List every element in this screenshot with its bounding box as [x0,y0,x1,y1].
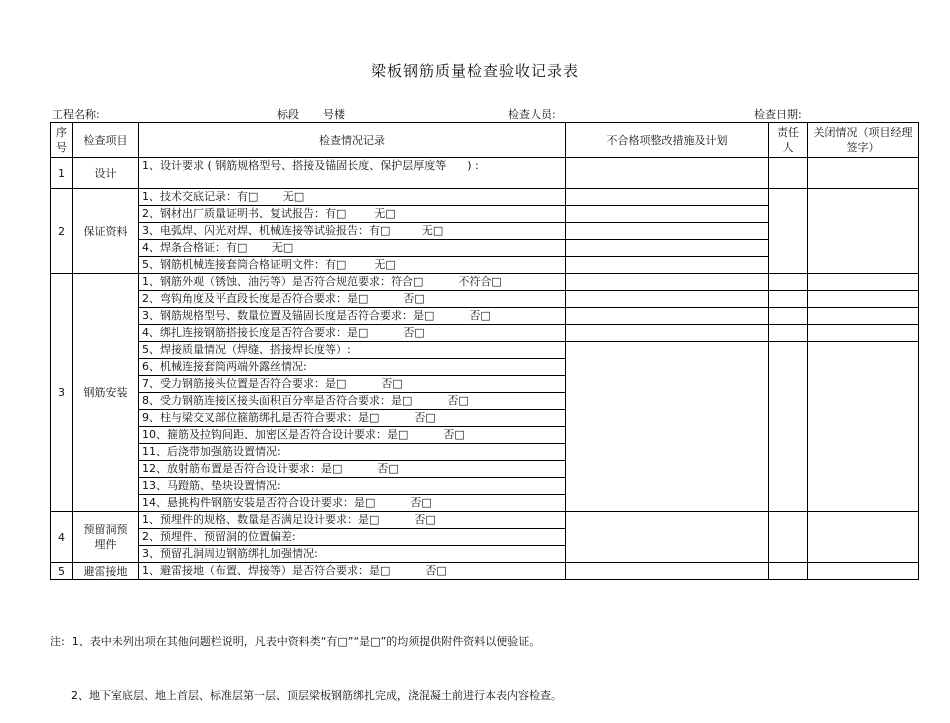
check-record: 9、柱与梁交叉部位箍筋绑扎是否符合要求：是□ 否□ [139,410,566,427]
check-record: 5、钢筋机械连接套筒合格证明文件：有□ 无□ [139,257,566,274]
check-record: 13、马蹬筋、垫块设置情况: [139,478,566,495]
row-item-name: 设计 [73,158,139,189]
responsible-person-cell[interactable] [769,512,808,563]
check-record: 7、受力钢筋接头位置是否符合要求：是□ 否□ [139,376,566,393]
responsible-person-cell[interactable] [769,189,808,274]
check-record: 11、后浇带加强筋设置情况: [139,444,566,461]
header-measures: 不合格项整改措施及计划 [566,123,769,158]
section-label: 标段 [277,108,299,121]
check-record: 2、预埋件、预留洞的位置偏差: [139,529,566,546]
responsible-person-cell[interactable] [769,274,808,291]
form-title: 梁板钢筋质量检查验收记录表 [370,62,579,80]
check-record: 3、钢筋规格型号、数量位置及锚固长度是否符合要求：是□ 否□ [139,308,566,325]
check-record: 1、技术交底记录：有□ 无□ [139,189,566,206]
check-record: 1、预埋件的规格、数量是否满足设计要求：是□ 否□ [139,512,566,529]
check-record: 6、机械连接套筒两端外露丝情况: [139,359,566,376]
header-person: 责任人 [769,123,808,158]
responsible-person-cell[interactable] [769,563,808,580]
header-item: 检查项目 [73,123,139,158]
table-row [51,563,919,580]
check-record: 1、钢筋外观（锈蚀、油污等）是否符合规范要求：符合□ 不符合□ [139,274,566,291]
row-seq: 2 [51,189,73,274]
row-item-name: 预留洞预埋件 [73,512,139,563]
closure-signature-cell[interactable] [808,291,919,308]
check-record: 14、悬挑构件钢筋安装是否符合设计要求：是□ 否□ [139,495,566,512]
responsible-person-cell[interactable] [769,308,808,325]
check-record: 4、焊条合格证：有□ 无□ [139,240,566,257]
closure-signature-cell[interactable] [808,563,919,580]
check-record: 2、弯钩角度及平直段长度是否符合要求：是□ 否□ [139,291,566,308]
closure-signature-cell[interactable] [808,158,919,189]
closure-signature-cell[interactable] [808,274,919,291]
row-item-name: 避雷接地 [73,563,139,580]
table-row [51,158,919,189]
header-closure: 关闭情况（项目经理签字） [808,123,919,158]
row-seq: 4 [51,512,73,563]
responsible-person-cell[interactable] [769,325,808,342]
measures-cell[interactable] [566,308,769,325]
inspection-date-label: 检查日期: [754,108,802,121]
measures-cell[interactable] [566,189,769,206]
measures-cell[interactable] [566,512,769,563]
measures-cell[interactable] [566,206,769,223]
closure-signature-cell[interactable] [808,189,919,274]
check-record: 10、箍筋及拉钩间距、加密区是否符合设计要求：是□ 否□ [139,427,566,444]
row-item-name: 钢筋安装 [73,274,139,512]
table-row [51,274,919,291]
closure-signature-cell[interactable] [808,325,919,342]
table-row [51,342,919,359]
closure-signature-cell[interactable] [808,342,919,512]
table-body [51,158,919,580]
footnotes [50,597,562,723]
inspector-label: 检查人员: [508,108,556,121]
measures-cell[interactable] [566,563,769,580]
responsible-person-cell[interactable] [769,158,808,189]
header-row [51,123,919,158]
row-seq: 5 [51,563,73,580]
footnote-1: 注: 1、表中未列出项在其他问题栏说明，凡表中资料类“有□”“是□”的均须提供附件资料以便验证。 [50,635,541,648]
check-record: 3、预留孔洞周边钢筋绑扎加强情况: [139,546,566,563]
closure-signature-cell[interactable] [808,308,919,325]
check-record: 1、设计要求 ( 钢筋规格型号、搭接及锚固长度、保护层厚度等 ) : [139,158,566,189]
measures-cell[interactable] [566,325,769,342]
table-row [51,189,919,206]
measures-cell[interactable] [566,223,769,240]
measures-cell[interactable] [566,342,769,512]
row-seq: 1 [51,158,73,189]
table-row [51,512,919,529]
measures-cell[interactable] [566,291,769,308]
check-record: 3、电弧焊、闪光对焊、机械连接等试验报告：有□ 无□ [139,223,566,240]
inspection-table [50,122,919,580]
responsible-person-cell[interactable] [769,291,808,308]
project-name-label: 工程名称: [52,108,100,121]
header-record: 检查情况记录 [139,123,566,158]
row-item-name: 保证资料 [73,189,139,274]
check-record: 4、绑扎连接钢筋搭接长度是否符合要求：是□ 否□ [139,325,566,342]
header-seq: 序号 [51,123,73,158]
measures-cell[interactable] [566,257,769,274]
responsible-person-cell[interactable] [769,342,808,512]
check-record: 12、放射筋布置是否符合设计要求：是□ 否□ [139,461,566,478]
measures-cell[interactable] [566,240,769,257]
check-record: 1、避雷接地（布置、焊接等）是否符合要求：是□ 否□ [139,563,566,580]
measures-cell[interactable] [566,158,769,189]
table-row [51,325,919,342]
table-row [51,291,919,308]
footnote-2: 2、地下室底层、地上首层、标准层第一层、顶层梁板钢筋绑扎完成，浇混凝土前进行本表内容检查。 [50,689,562,702]
closure-signature-cell[interactable] [808,512,919,563]
check-record: 8、受力钢筋连接区接头面积百分率是否符合要求：是□ 否□ [139,393,566,410]
row-seq: 3 [51,274,73,512]
building-label: 号楼 [323,108,345,121]
check-record: 5、焊接质量情况（焊缝、搭接焊长度等）: [139,342,566,359]
check-record: 2、钢材出厂质量证明书、复试报告：有□ 无□ [139,206,566,223]
table-row [51,308,919,325]
measures-cell[interactable] [566,274,769,291]
